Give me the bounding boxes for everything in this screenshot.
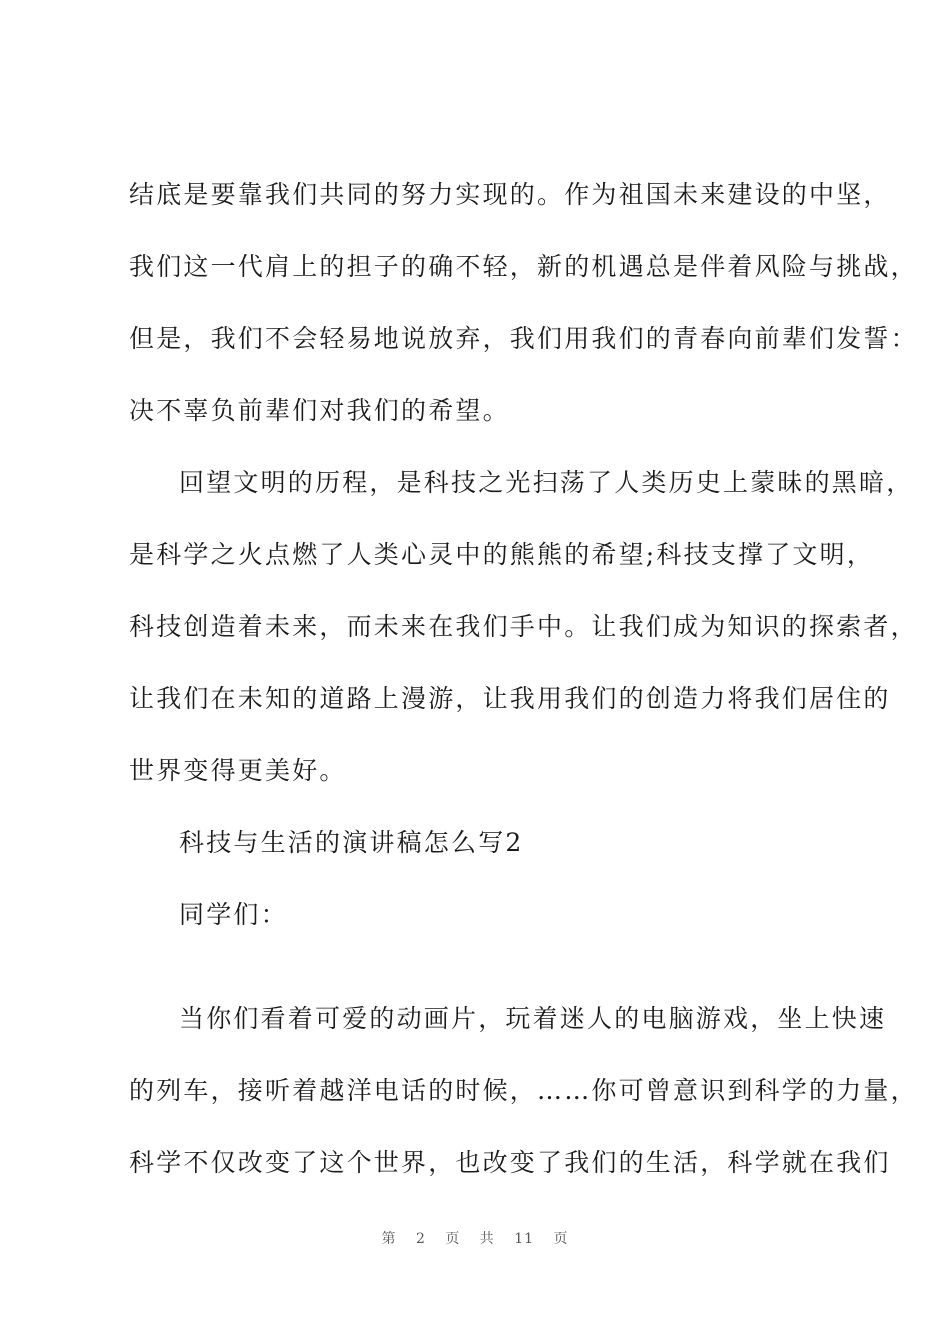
paragraph-line: 世界变得更美好。 (129, 756, 347, 785)
footer-ye: 页 (445, 1231, 461, 1247)
salutation: 同学们： (179, 900, 288, 929)
paragraph-line: 结底是要靠我们共同的努力实现的。作为祖国未来建设的中坚， (129, 180, 891, 209)
page-footer (0, 1229, 950, 1249)
paragraph-line: 是科学之火点燃了人类心灵中的熊熊的希望;科技支撑了文明， (129, 540, 875, 569)
paragraph-line: 回望文明的历程，是科技之光扫荡了人类历史上蒙昧的黑暗， (179, 468, 914, 497)
footer-total-pages: 11 (514, 1231, 535, 1247)
footer-di: 第 (381, 1231, 397, 1247)
footer-ye2: 页 (553, 1231, 569, 1247)
paragraph-line: 当你们看着可爱的动画片，玩着迷人的电脑游戏，坐上快速 (179, 1004, 887, 1033)
paragraph-line: 我们这一代肩上的担子的确不轻，新的机遇总是伴着风险与挑战， (129, 252, 918, 281)
paragraph-line: 让我们在未知的道路上漫游，让我用我们的创造力将我们居住的 (129, 684, 891, 713)
footer-gong: 共 (479, 1231, 495, 1247)
section-heading: 科技与生活的演讲稿怎么写2 (179, 828, 524, 857)
footer-page-number: 2 (415, 1231, 426, 1247)
paragraph-line: 科技创造着未来，而未来在我们手中。让我们成为知识的探索者， (129, 612, 918, 641)
paragraph-line: 但是，我们不会轻易地说放弃，我们用我们的青春向前辈们发誓： (129, 324, 918, 353)
paragraph-line: 决不辜负前辈们对我们的希望。 (129, 396, 510, 425)
paragraph-line: 的列车，接听着越洋电话的时候，……你可曾意识到科学的力量， (129, 1076, 918, 1105)
paragraph-line: 科学不仅改变了这个世界，也改变了我们的生活，科学就在我们 (129, 1148, 891, 1177)
